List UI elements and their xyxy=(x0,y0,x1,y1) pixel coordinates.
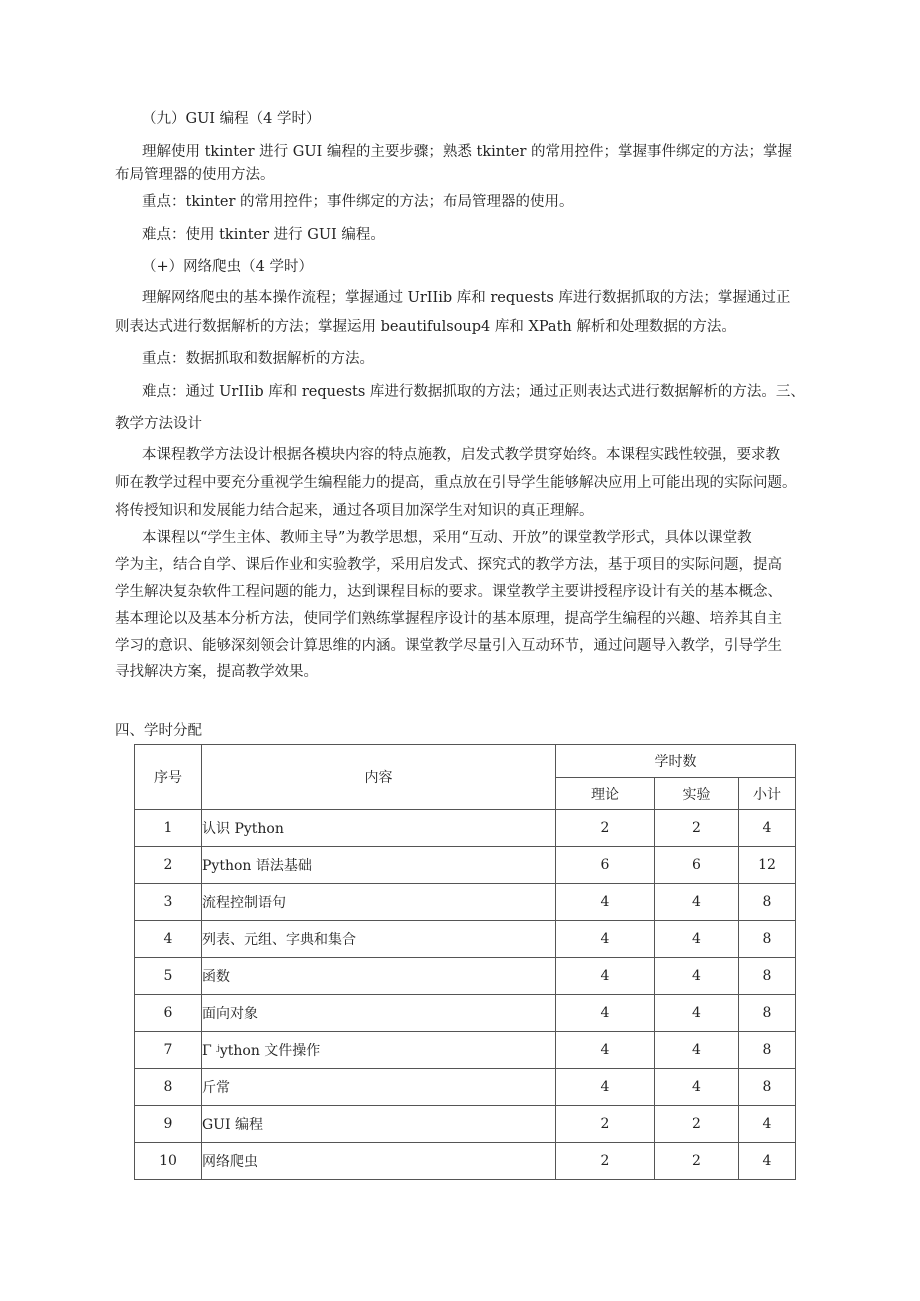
text-line: 重点：数据抓取和数据解析的方法。 xyxy=(142,351,374,367)
text-line: 寻找解决方案，提高教学效果。 xyxy=(115,664,318,680)
header-content: 内容 xyxy=(202,745,556,810)
table-row xyxy=(135,921,796,958)
text-line: 教学方法设计 xyxy=(115,416,202,432)
text-line: 学为主，结合自学、课后作业和实验教学，采用启发式、探究式的教学方法，基于项目的实际问题，提高 xyxy=(115,557,782,573)
cell-lab: 4 xyxy=(655,1069,739,1106)
cell-no: 7 xyxy=(135,1032,202,1069)
header-hours: 学时数 xyxy=(556,745,796,778)
text-line: 本课程教学方法设计根据各模块内容的特点施教，启发式教学贯穿始终。本课程实践性较强，要求教 xyxy=(142,447,780,463)
header-theory: 理论 xyxy=(556,778,655,810)
text-line: 学习的意识、能够深刻领会计算思维的内涵。课堂教学尽量引入互动环节，通过问题导入教学，引导学生 xyxy=(115,638,782,654)
table-row xyxy=(135,847,796,884)
cell-theory: 4 xyxy=(556,958,655,995)
text-line: 理解网络爬虫的基本操作流程；掌握通过 UrIIib 库和 requests 库进行数据抓取的方法；掌握通过正 xyxy=(142,290,791,306)
cell-content: Γ ʲython 文件操作 xyxy=(202,1032,556,1069)
cell-no: 8 xyxy=(135,1069,202,1106)
cell-no: 3 xyxy=(135,884,202,921)
cell-content: 认识 Python xyxy=(202,810,556,847)
cell-theory: 2 xyxy=(556,1106,655,1143)
table-row xyxy=(135,1143,796,1180)
table-row xyxy=(135,958,796,995)
cell-lab: 4 xyxy=(655,1032,739,1069)
text-line: 师在教学过程中要充分重视学生编程能力的提高，重点放在引导学生能够解决应用上可能出现的实际问题。 xyxy=(115,475,797,491)
text-line: 布局管理器的使用方法。 xyxy=(115,167,275,183)
cell-theory: 4 xyxy=(556,995,655,1032)
cell-content: 流程控制语句 xyxy=(202,884,556,921)
cell-lab: 4 xyxy=(655,958,739,995)
cell-no: 2 xyxy=(135,847,202,884)
text-line: 理解使用 tkinter 进行 GUI 编程的主要步骤；熟悉 tkinter 的常用控件；掌握事件绑定的方法；掌握 xyxy=(142,144,793,160)
header-no: 序号 xyxy=(135,745,202,810)
table-row xyxy=(135,1106,796,1143)
text-line: 则表达式进行数据解析的方法；掌握运用 beautifulsoup4 库和 XPath 解析和处理数据的方法。 xyxy=(115,319,736,335)
cell-subtotal: 4 xyxy=(739,1106,796,1143)
cell-theory: 4 xyxy=(556,1032,655,1069)
cell-subtotal: 8 xyxy=(739,884,796,921)
cell-theory: 4 xyxy=(556,884,655,921)
cell-theory: 2 xyxy=(556,810,655,847)
text-line: 重点：tkinter 的常用控件；事件绑定的方法；布局管理器的使用。 xyxy=(142,194,574,210)
cell-lab: 4 xyxy=(655,921,739,958)
text-line: 四、学时分配 xyxy=(115,723,202,739)
cell-no: 1 xyxy=(135,810,202,847)
cell-lab: 2 xyxy=(655,1106,739,1143)
header-lab: 实验 xyxy=(655,778,739,810)
hours-table xyxy=(134,744,796,1180)
cell-lab: 4 xyxy=(655,995,739,1032)
text-line: 学生解决复杂软件工程问题的能力，达到课程目标的要求。课堂教学主要讲授程序设计有关的基本概念、 xyxy=(115,584,782,600)
table-row xyxy=(135,884,796,921)
table-row xyxy=(135,995,796,1032)
cell-content: GUI 编程 xyxy=(202,1106,556,1143)
table-row xyxy=(135,1032,796,1069)
cell-content: 面向对象 xyxy=(202,995,556,1032)
cell-lab: 4 xyxy=(655,884,739,921)
cell-theory: 4 xyxy=(556,1069,655,1106)
text-line: 将传授知识和发展能力结合起来，通过各项目加深学生对知识的真正理解。 xyxy=(115,503,594,519)
text-line: （+）网络爬虫（4 学时） xyxy=(142,259,313,275)
cell-lab: 2 xyxy=(655,810,739,847)
table-row xyxy=(135,810,796,847)
cell-subtotal: 4 xyxy=(739,810,796,847)
cell-content: 网络爬虫 xyxy=(202,1143,556,1180)
text-line: 难点：通过 UrIIib 库和 requests 库进行数据抓取的方法；通过正则表达式进行数据解析的方法。三、 xyxy=(142,384,805,400)
cell-subtotal: 8 xyxy=(739,921,796,958)
cell-content: 函数 xyxy=(202,958,556,995)
text-line: 基本理论以及基本分析方法，使同学们熟练掌握程序设计的基本原理，提高学生编程的兴趣、培养其自主 xyxy=(115,611,782,627)
cell-theory: 2 xyxy=(556,1143,655,1180)
text-line: （九）GUI 编程（4 学时） xyxy=(142,111,321,127)
table-row xyxy=(135,1069,796,1106)
cell-subtotal: 8 xyxy=(739,995,796,1032)
cell-subtotal: 8 xyxy=(739,1069,796,1106)
cell-no: 6 xyxy=(135,995,202,1032)
cell-subtotal: 12 xyxy=(739,847,796,884)
cell-subtotal: 8 xyxy=(739,958,796,995)
cell-content: Python 语法基础 xyxy=(202,847,556,884)
cell-no: 4 xyxy=(135,921,202,958)
cell-lab: 2 xyxy=(655,1143,739,1180)
cell-no: 10 xyxy=(135,1143,202,1180)
cell-content: 列表、元组、字典和集合 xyxy=(202,921,556,958)
cell-no: 9 xyxy=(135,1106,202,1143)
cell-content: 斤常 xyxy=(202,1069,556,1106)
cell-subtotal: 4 xyxy=(739,1143,796,1180)
cell-theory: 6 xyxy=(556,847,655,884)
text-line: 难点：使用 tkinter 进行 GUI 编程。 xyxy=(142,227,385,243)
cell-lab: 6 xyxy=(655,847,739,884)
cell-no: 5 xyxy=(135,958,202,995)
header-subtotal: 小计 xyxy=(739,778,796,810)
text-line: 本课程以“学生主体、教师主导”为教学思想，采用“互动、开放”的课堂教学形式，具体以课堂教 xyxy=(142,530,752,546)
cell-subtotal: 8 xyxy=(739,1032,796,1069)
cell-theory: 4 xyxy=(556,921,655,958)
